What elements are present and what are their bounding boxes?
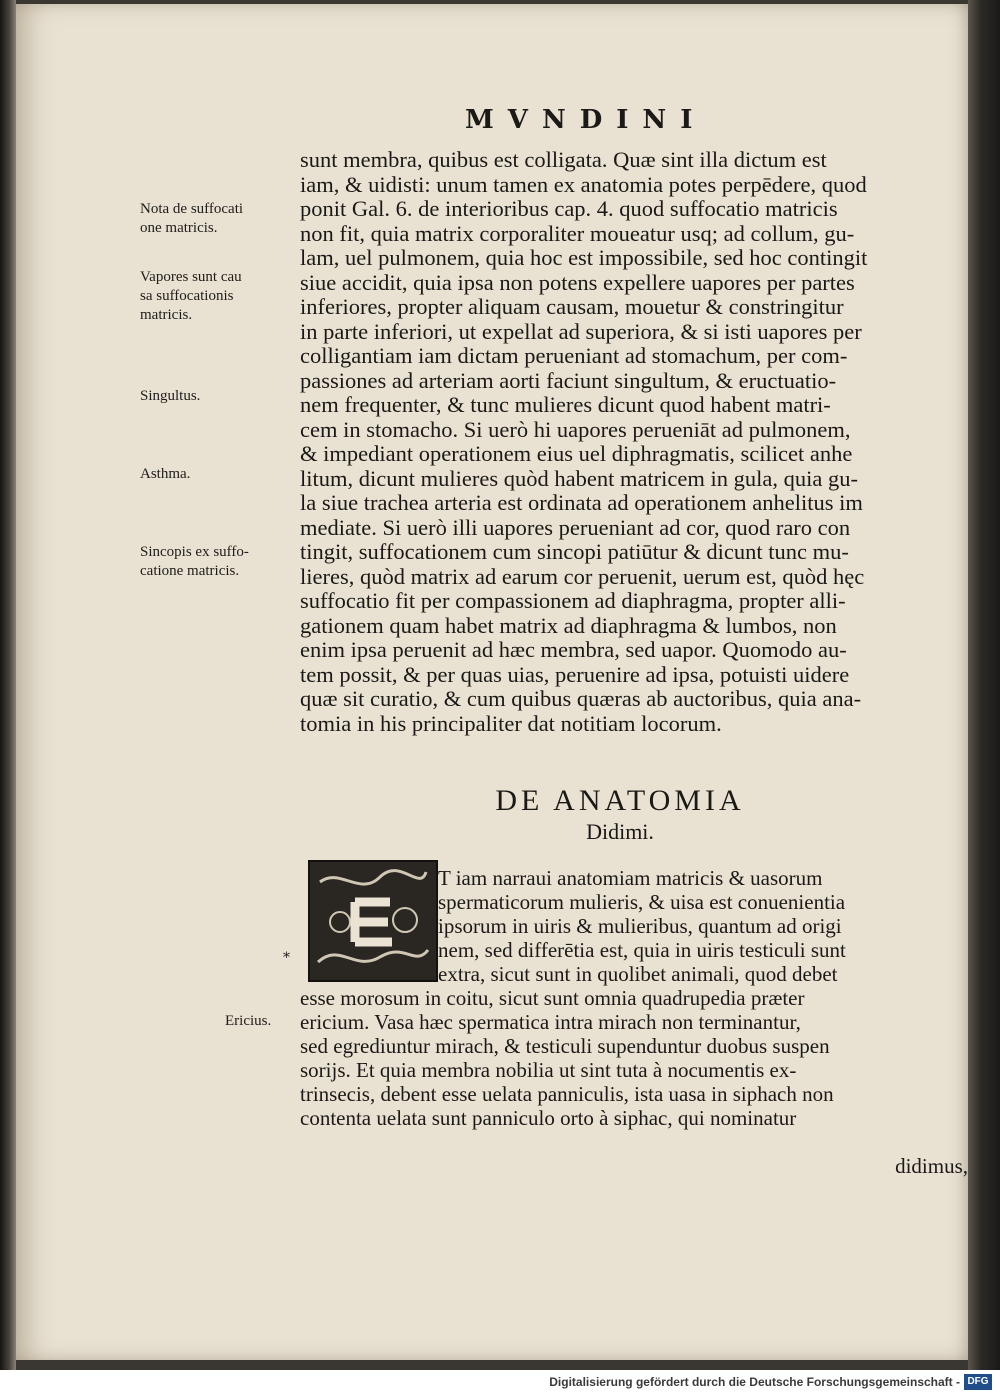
continuation-text-block [300,986,940,1130]
margin-note-asthma: Asthma. [140,466,191,482]
margin-note-ericius: Ericius. [225,1013,272,1029]
text-line: inferiores, propter aliquam causam, mouetur & constringitur [300,295,844,319]
text-line: enim ipsa peruenit ad hæc membra, sed uapor. Quomodo au- [300,638,847,662]
book-right-edge [968,0,1000,1370]
funding-credit: Digitalisierung gefördert durch die Deutsche Forschungsgemeinschaft - [549,1375,960,1389]
woodcut-ornament-icon [310,862,436,980]
text-line: nem, sed differētia est, quia in uiris testiculi sunt [438,938,846,962]
text-line: ericium. Vasa hæc spermatica intra mirach non terminantur, [300,1010,801,1034]
text-line: litum, dicunt mulieres quòd habent matricem in gula, quia gu- [300,466,858,491]
asterisk-mark: * [283,950,290,966]
running-head: MVNDINI [465,105,707,135]
text-line: extra, sicut sunt in quolibet animali, quod debet [438,962,838,986]
text-line: la siue trachea arteria est ordinata ad operationem anhelitus im [300,491,863,515]
margin-note-vapores: Vapores sunt cau sa suffocationis matricis. [140,269,242,323]
catchword: didimus, [895,1154,968,1178]
text-line: sorijs. Et quia membra nobilia ut sint tuta à nocumentis ex- [300,1058,797,1082]
text-line: non fit, quia matrix corporaliter moueatur usq; ad collum, gu- [300,221,855,246]
text-line: sunt membra, quibus est colligata. Quæ sint illa dictum est [300,148,827,172]
section-title: DE ANATOMIA [495,784,745,817]
text-line: passiones ad arteriam aorti faciunt singultum, & eructuatio- [300,368,837,393]
text-line: tem possit, & per quas uias, peruenire ad ipsa, potuisti uidere [300,662,850,687]
text-line: trinsecis, debent esse uelata panniculis, ista uasa in siphach non [300,1082,834,1106]
text-line: suffocatio fit per compassionem ad diaphragma, propter alli- [300,589,846,613]
section-heading [300,783,940,845]
margin-note-suffocation: Nota de suffocati one matricis. [140,201,244,236]
text-line: siue accidit, quia ipsa non potens expellere uapores per partes [300,270,855,295]
text-line: quæ sit curatio, & cum quibus quæras ab auctoribus, quia ana- [300,687,862,711]
text-line: sed egrediuntur mirach, & testiculi supenduntur duobus suspen [300,1034,830,1058]
decorated-initial [308,860,438,982]
text-line: ponit Gal. 6. de interioribus cap. 4. quod suffocatio matricis [300,197,838,221]
text-line: spermaticorum mulieris, & uisa est conuenientia [438,890,846,914]
text-line: tingit, suffocationem cum sincopi patiūtur & dicunt tunc mu- [300,540,849,564]
book-left-edge [0,0,16,1370]
text-line: esse morosum in coitu, sicut sunt omnia quadrupedia præter [300,986,805,1010]
text-line: lieres, quòd matrix ad earum cor peruenit, uerum est, quòd hęc [300,564,865,589]
text-line: & impediant operationem eius uel diphragmatis, scilicet anhe [300,442,853,466]
main-text-block [300,148,940,736]
margin-note-sincopis: Sincopis ex suffo- catione matricis. [140,544,249,579]
footer-bar [0,1370,1000,1396]
text-line: nem frequenter, & tunc mulieres dicunt quod habent matri- [300,393,831,417]
text-line: gationem quam habet matrix ad diaphragma & lumbos, non [300,613,837,638]
text-line: contenta uelata sunt panniculo orto à siphac, qui nominatur [300,1106,797,1130]
section-subtitle: Didimi. [586,819,654,844]
initial-text-block [438,866,940,986]
text-line: mediate. Si uerò illi uapores perueniant ad cor, quod raro con [300,515,851,540]
text-line: lam, uel pulmonem, quia hoc est impossibile, sed hoc contingit [300,246,868,270]
margin-note-singultus: Singultus. [140,388,201,404]
text-line: T iam narraui anatomiam matricis & uasorum [438,866,823,890]
text-line: tomia in his principaliter dat notitiam locorum. [300,711,722,736]
text-line: iam, & uidisti: unum tamen ex anatomia potes perpēdere, quod [300,172,867,197]
text-line: cem in stomacho. Si uerò hi uapores perueniāt ad pulmonem, [300,417,851,442]
text-line: ipsorum in uiris & mulieribus, quantum ad origi [438,914,842,938]
dfg-logo: DFG [964,1374,992,1390]
text-line: colligantiam iam dictam perueniant ad stomachum, per com- [300,344,848,368]
text-line: in parte inferiori, ut expellat ad superiora, & si isti uapores per [300,319,862,344]
